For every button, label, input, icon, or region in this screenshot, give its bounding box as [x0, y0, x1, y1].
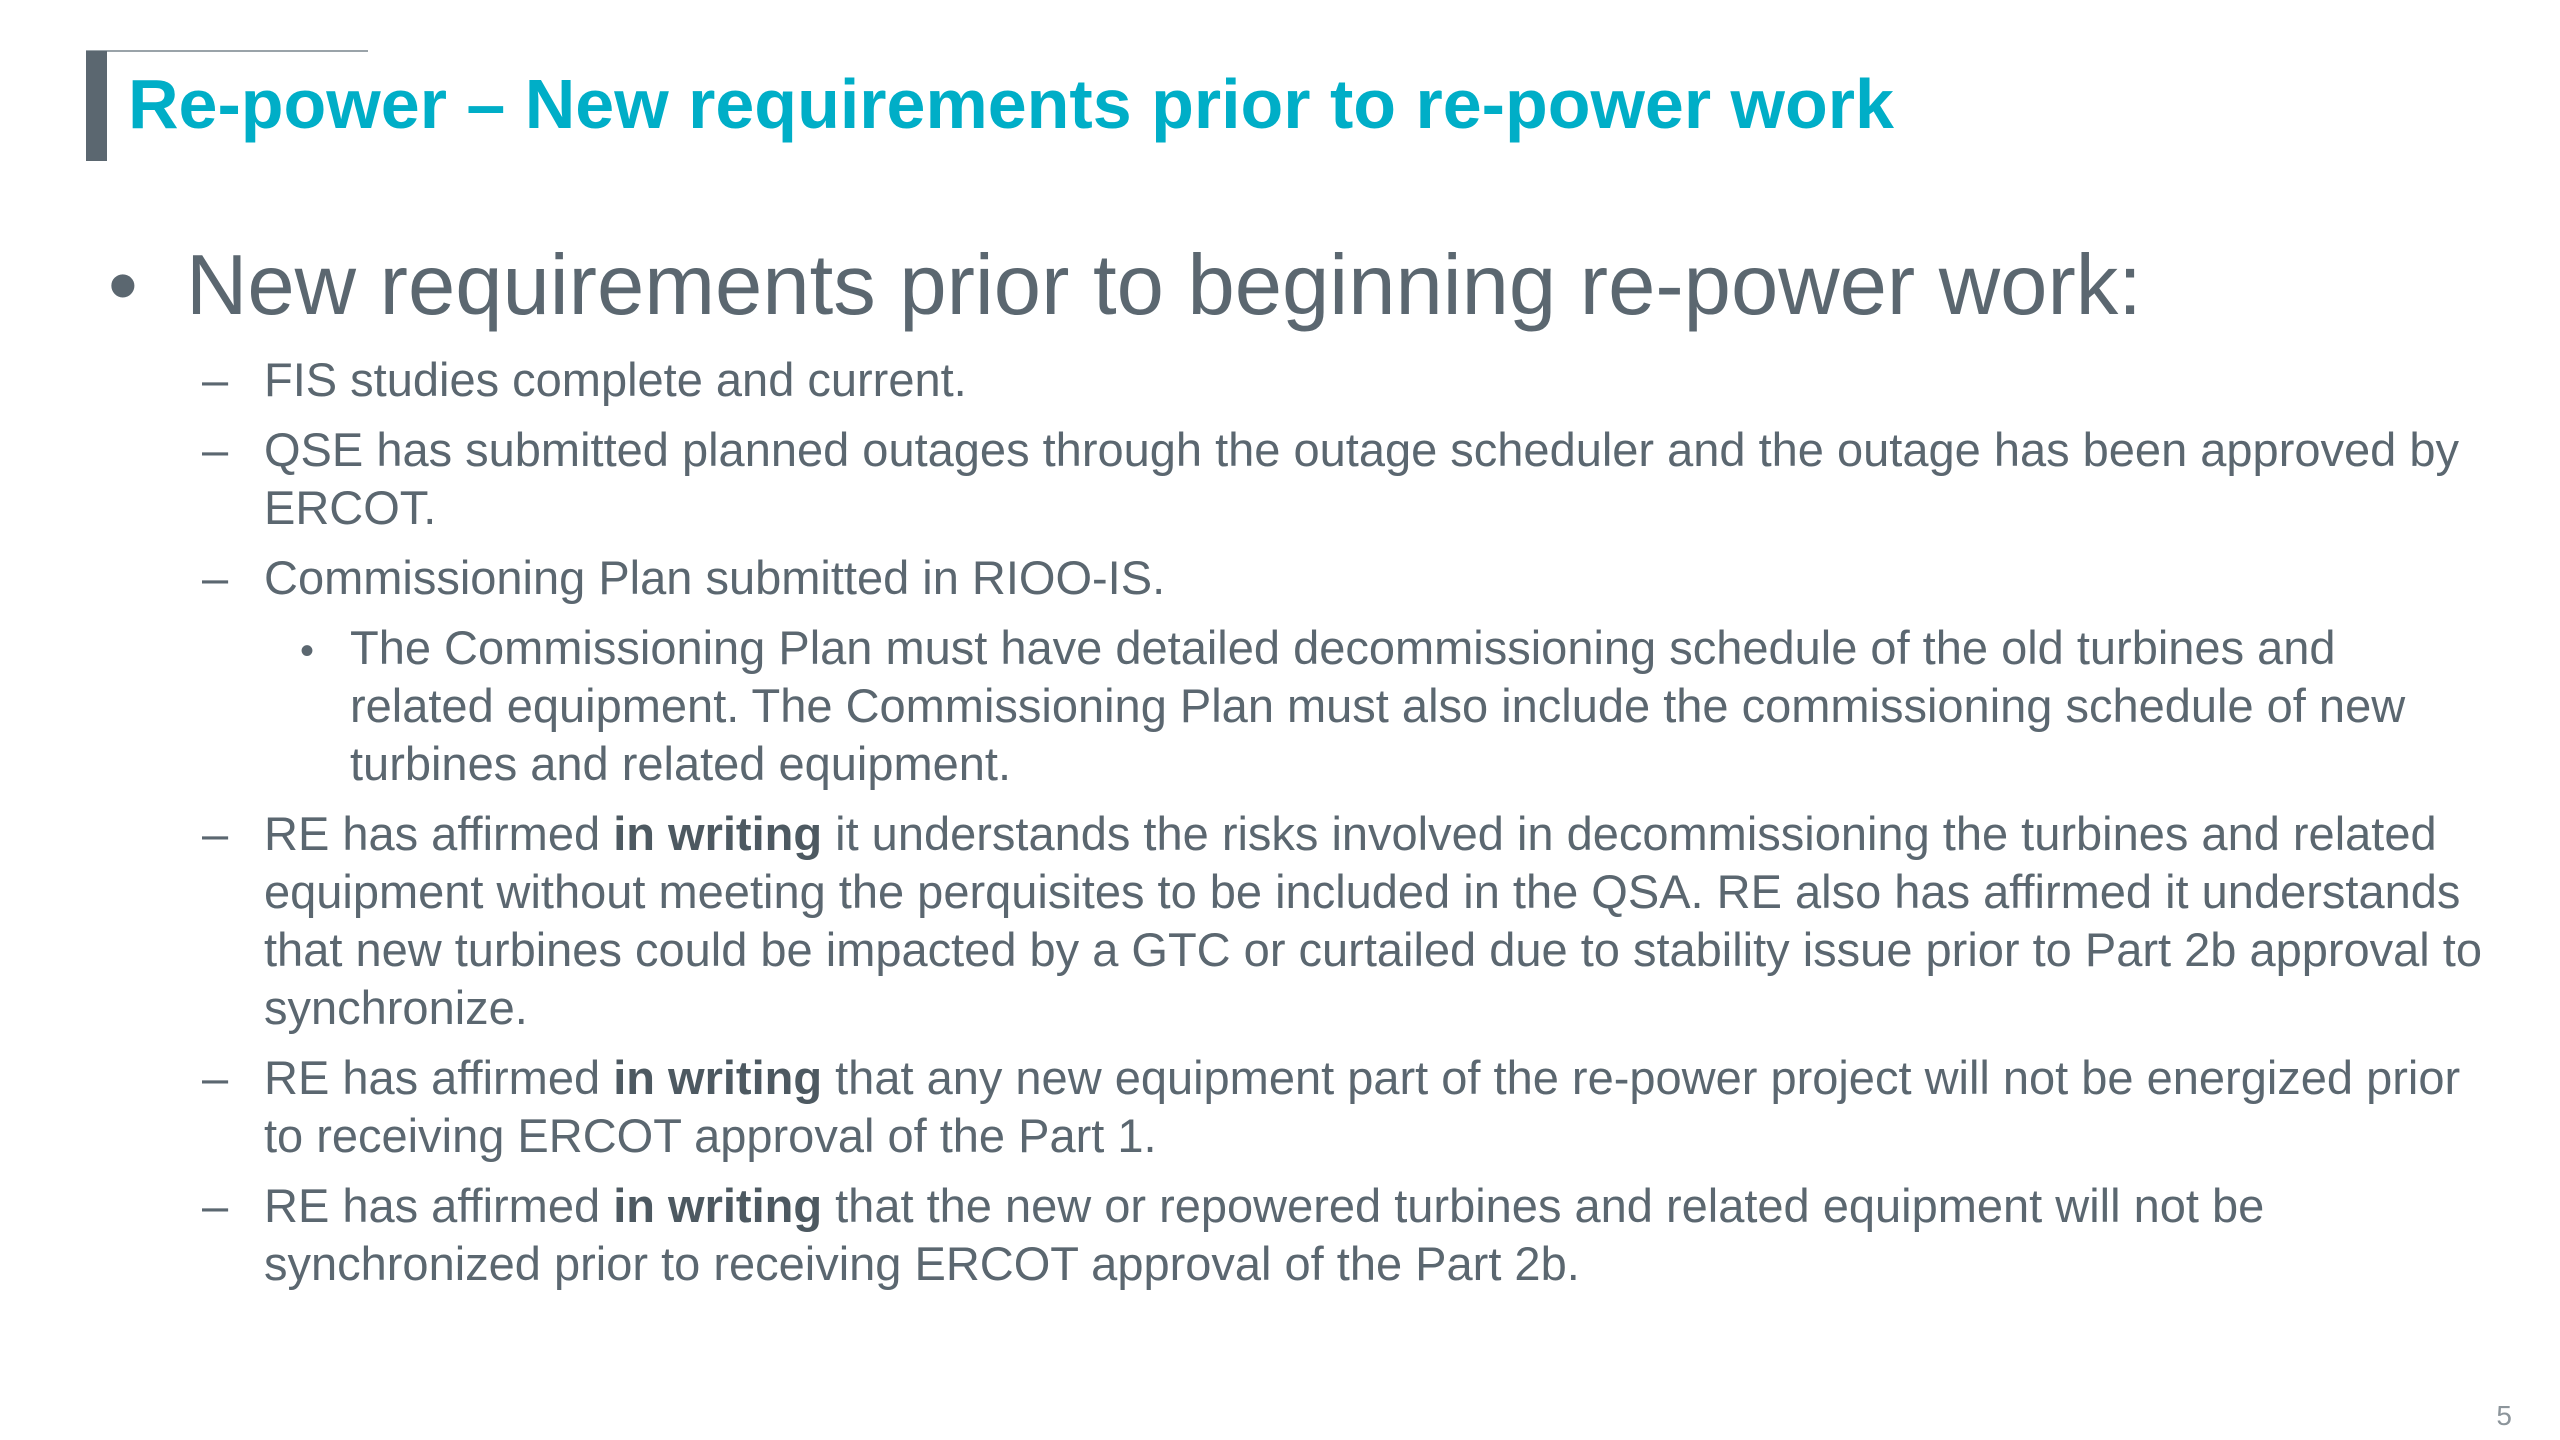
lead-text: RE has affirmed — [264, 807, 614, 860]
list-item — [202, 1177, 2490, 1293]
title-accent-bar — [86, 51, 107, 161]
dash-marker: – — [202, 353, 229, 406]
slide-title: Re-power – New requirements prior to re-power work — [128, 65, 1894, 143]
dash-marker: – — [202, 807, 229, 860]
slide-content — [100, 235, 2490, 1305]
list-item — [202, 421, 2490, 537]
sub-bullet-marker: • — [300, 629, 315, 673]
bullet-marker: • — [108, 238, 138, 333]
rest-text: that any new equipment part of the re-power project will not be energized prior to receiving ERCOT approval of the Part 1. — [264, 1051, 2461, 1162]
list-item-text — [264, 805, 2490, 1037]
list-item-text: QSE has submitted planned outages through the outage scheduler and the outage has been approved by ERCOT. — [264, 423, 2459, 534]
emphasis-text: in writing — [613, 1051, 823, 1104]
lead-text: RE has affirmed — [264, 1179, 614, 1232]
rest-text: it understands the risks involved in decommissioning the turbines and related equipment without meeting the perquisites to be included in the QSA. RE also has affirmed it understands that new turbines could be impacted by a GTC or curtailed due to stability issue prior to Part 2b approval to synchronize. — [264, 807, 2482, 1034]
dash-marker: – — [202, 1051, 229, 1104]
list-item — [202, 805, 2490, 1037]
list-item — [202, 351, 2490, 409]
dash-marker: – — [202, 551, 229, 604]
dash-marker: – — [202, 423, 229, 476]
emphasis-text: in writing — [613, 807, 823, 860]
main-bullet-text: New requirements prior to beginning re-power work: — [186, 238, 2142, 333]
rest-text: that the new or repowered turbines and related equipment will not be synchronized prior to receiving ERCOT approval of the Part 2b. — [264, 1179, 2265, 1290]
list-item-text — [264, 1177, 2490, 1293]
sub-list-item-text: The Commissioning Plan must have detailed decommissioning schedule of the old turbines and related equipment. The Commissioning Plan must also include the commissioning schedule of new turbines and related equipment. — [350, 621, 2406, 790]
emphasis-text: in writing — [613, 1179, 823, 1232]
list-item-text — [264, 1049, 2490, 1165]
sub-list-item — [298, 619, 2490, 793]
list-item — [202, 549, 2490, 607]
main-bullet — [100, 235, 2490, 337]
top-rule — [86, 50, 368, 52]
list-item — [202, 1049, 2490, 1165]
page-number: 5 — [2496, 1400, 2512, 1431]
list-item-text: FIS studies complete and current. — [264, 353, 967, 406]
lead-text: RE has affirmed — [264, 1051, 614, 1104]
list-item-text: Commissioning Plan submitted in RIOO-IS. — [264, 551, 1166, 604]
dash-marker: – — [202, 1179, 229, 1232]
